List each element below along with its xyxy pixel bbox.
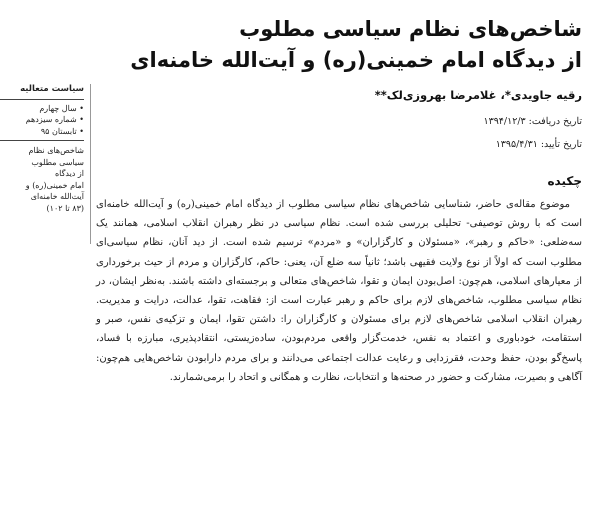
citation-pages: (۸۳ تا ۱۰۲)	[46, 203, 84, 213]
title-line-2: از دیدگاه امام خمینی(ره) و آیت‌الله خامنه‌ای	[130, 48, 582, 72]
citation-line: سیاسی مطلوب	[31, 157, 84, 167]
article-citation	[0, 145, 84, 214]
title-line-1: شاخص‌های نظام سیاسی مطلوب	[239, 17, 582, 41]
issue-volume: • سال چهارم	[0, 103, 84, 115]
journal-sidebar	[0, 84, 84, 214]
issue-number: • شماره سیزدهم	[0, 114, 84, 126]
abstract-body	[96, 195, 582, 387]
article-main	[96, 14, 582, 524]
citation-line: امام خمینی(ره) و	[25, 180, 84, 190]
citation-line: شاخص‌های نظام	[28, 146, 84, 155]
date-received: تاریخ دریافت: ۱۳۹۴/۱۲/۳	[483, 116, 582, 127]
abstract-text: موضوع مقاله‌ی حاضر، شناسایی شاخص‌های نظام سیاسی مطلوب از دیدگاه امام خمینی(ره) و آیت‌الله خامنه‌ای است که با روش توصیفی- تحلیلی بررسی شده است. نظام سیاسی در نظر رهبران انقلاب اسلامی، همانند یک سه‌ضلعی: «حاکم و رهبر»، «مسئولان و کارگزاران» و «مردم» ترسیم شده است. از دید آنان، نظام سیاسی‌ای مطلوب است که اولاً از نوع ولایت فقیهی باشد؛ ثانیاً سه ضلع آن، یعنی: حاکم، کارگزاران و مردم از حیث برخورداری از معیارهای اسلامی، هم‌چون: اصل‌بودن ایمان و تقوا، شاخص‌های متعالی و برجسته‌ای داشته باشند. به‌نظر ایشان، در نظام سیاسی مطلوب، شاخص‌های لازم برای حاکم و رهبر عبارت است از: فقاهت، تقوا، عدالت، درایت و مدیریت. رهبران انقلاب اسلامی شاخص‌های لازم برای مسئولان و کارگزاران را: داشتن تقوا، ایمان و تزکیه‌ی نفس، صبر و استقامت، خودباوری و اعتماد به نفس، خدمت‌گزار واقعی مردم‌بودن، ساده‌زیستی، انتقادپذیری، مبارزه با فساد، پاسخ‌گو بودن، حفظ وحدت، فقرزدایی و رعایت عدالت اجتماعی می‌دانند و برای مردم دارابودن شاخص‌هایی هم‌چون: آگاهی و بصیرت، مشارکت و حضور در صحنه‌ها و انتخابات، نظارت و همگانی و اتحاد را برمی‌شمارند.	[96, 199, 582, 383]
issue-season: • تابستان ۹۵	[0, 126, 84, 138]
citation-line: آیت‌الله خامنه‌ای	[30, 192, 84, 201]
abstract-heading: چکیده	[547, 174, 582, 188]
article-authors: رقیه جاویدی*، غلامرضا بهروزی‌لک**	[374, 88, 582, 102]
article-title	[96, 14, 582, 76]
citation-line: از دیدگاه	[54, 169, 84, 178]
sidebar-divider	[90, 84, 91, 244]
issue-info-list	[0, 103, 84, 142]
journal-name: سیاست متعالیه	[0, 84, 84, 100]
date-approved: تاریخ تأیید: ۱۳۹۵/۴/۳۱	[495, 139, 582, 150]
